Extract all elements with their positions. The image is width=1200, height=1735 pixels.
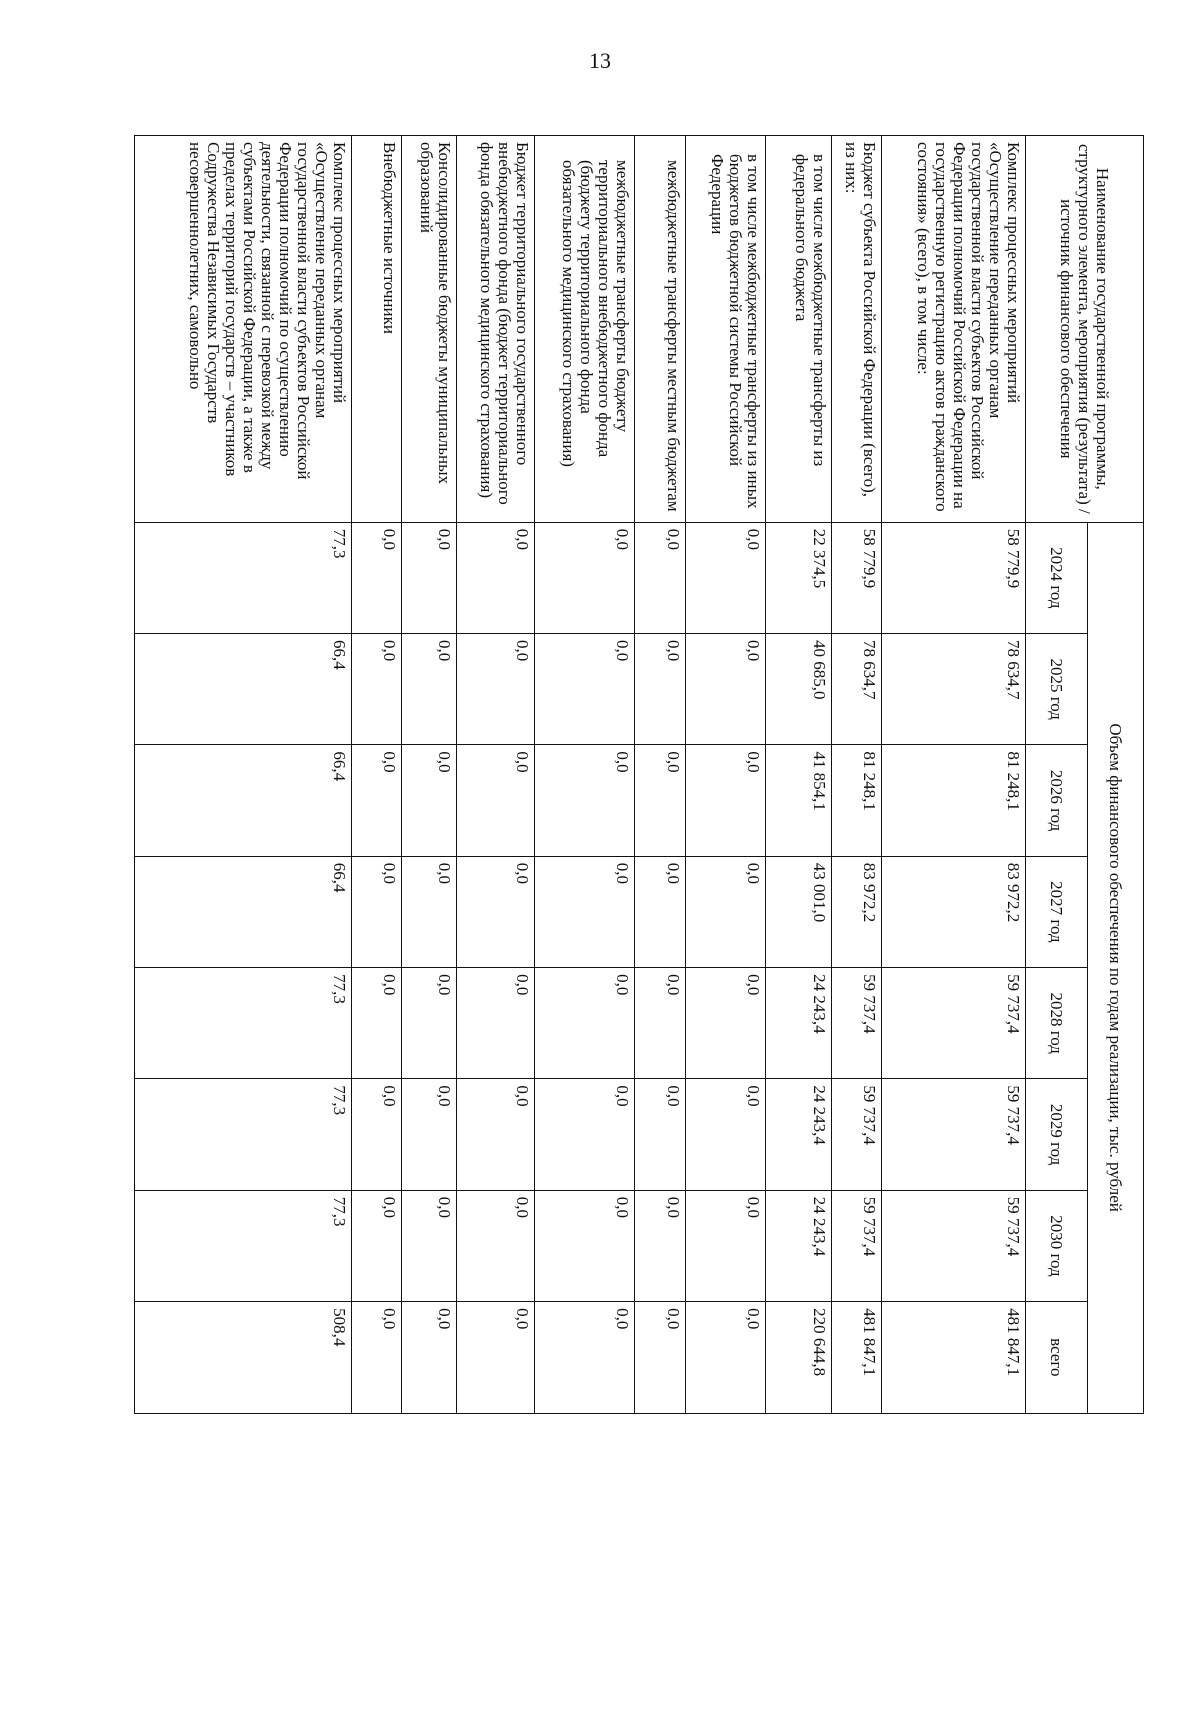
cell-value: 0,0 bbox=[457, 634, 535, 745]
financing-table bbox=[134, 135, 1144, 1735]
name-column-header: Наименование государственной программы, структурного элемента, мероприятия (результата) / источник финансового обеспечения bbox=[1026, 136, 1144, 523]
cell-value: 77,3 bbox=[135, 968, 352, 1079]
cell-value: 78 634,7 bbox=[882, 634, 1026, 745]
cell-value: 0,0 bbox=[457, 856, 535, 967]
cell-value: 83 972,2 bbox=[882, 856, 1026, 967]
cell-value: 0,0 bbox=[402, 856, 457, 967]
table-row bbox=[685, 136, 765, 1735]
table-row bbox=[882, 136, 1026, 1735]
cell-value: 43 001,0 bbox=[765, 856, 831, 967]
cell-value: 0,0 bbox=[352, 856, 402, 967]
cell-value: 0,0 bbox=[352, 522, 402, 633]
rotated-table-wrapper bbox=[134, 135, 1144, 1735]
row-name: межбюджетные трансферты местным бюджетам bbox=[635, 136, 685, 523]
cell-value: 41 854,1 bbox=[765, 745, 831, 856]
blank-area bbox=[1026, 1413, 1144, 1735]
cell-value: 0,0 bbox=[352, 1302, 402, 1413]
cell-value: 0,0 bbox=[457, 1079, 535, 1190]
row-name: Бюджет субъекта Российской Федерации (всего), из них: bbox=[831, 136, 881, 523]
cell-value: 0,0 bbox=[457, 1302, 535, 1413]
year-header: 2030 год bbox=[1026, 1190, 1088, 1301]
table-row bbox=[135, 136, 352, 1735]
table-row bbox=[534, 136, 635, 1735]
table-row bbox=[352, 136, 402, 1735]
year-header: 2029 год bbox=[1026, 1079, 1088, 1190]
cell-value: 78 634,7 bbox=[831, 634, 881, 745]
cell-value: 481 847,1 bbox=[831, 1302, 881, 1413]
cell-value: 0,0 bbox=[685, 745, 765, 856]
cell-value: 77,3 bbox=[135, 522, 352, 633]
cell-value: 81 248,1 bbox=[882, 745, 1026, 856]
cell-value: 0,0 bbox=[402, 1302, 457, 1413]
cell-value: 0,0 bbox=[685, 1302, 765, 1413]
cell-value: 0,0 bbox=[457, 745, 535, 856]
cell-value: 40 685,0 bbox=[765, 634, 831, 745]
cell-value: 0,0 bbox=[635, 522, 685, 633]
cell-value: 0,0 bbox=[457, 522, 535, 633]
cell-value: 0,0 bbox=[534, 634, 635, 745]
cell-value: 0,0 bbox=[402, 745, 457, 856]
row-name: Комплекс процессных мероприятий «Осуществление переданных органам государственной власти субъектов Российской Федерации полномочий Российской Федерации на государственную регистрацию актов гражданского состояния» (всего), в том числе: bbox=[882, 136, 1026, 523]
cell-value: 59 737,4 bbox=[831, 1079, 881, 1190]
cell-value: 0,0 bbox=[534, 856, 635, 967]
cell-value: 0,0 bbox=[635, 745, 685, 856]
cell-value: 0,0 bbox=[352, 1190, 402, 1301]
cell-value: 0,0 bbox=[534, 745, 635, 856]
row-name: Комплекс процессных мероприятий «Осуществление переданных органам государственной власти субъектов Российской Федерации полномочий по осуществлению деятельности, связанной с перевозкой между субъектами Российской Федерации, а также в пределах территорий государств – участников Содружества Независимых Государств несовершеннолетних, самовольно bbox=[135, 136, 352, 523]
cell-value: 77,3 bbox=[135, 1079, 352, 1190]
cell-value: 0,0 bbox=[685, 1190, 765, 1301]
cell-value: 66,4 bbox=[135, 634, 352, 745]
cell-value: 0,0 bbox=[685, 522, 765, 633]
row-name: Внебюджетные источники bbox=[352, 136, 402, 523]
row-name: Бюджет территориального государственного внебюджетного фонда (бюджет территориального фонда обязательного медицинского страхования) bbox=[457, 136, 535, 523]
cell-value: 0,0 bbox=[685, 968, 765, 1079]
cell-value: 0,0 bbox=[635, 1079, 685, 1190]
cell-value: 0,0 bbox=[534, 1190, 635, 1301]
page-number: 13 bbox=[0, 48, 1200, 74]
cell-value: 0,0 bbox=[635, 856, 685, 967]
cell-value: 0,0 bbox=[402, 1079, 457, 1190]
cell-value: 66,4 bbox=[135, 856, 352, 967]
cell-value: 0,0 bbox=[635, 968, 685, 1079]
cell-value: 0,0 bbox=[534, 1302, 635, 1413]
cell-value: 24 243,4 bbox=[765, 968, 831, 1079]
cell-value: 0,0 bbox=[685, 856, 765, 967]
table-row bbox=[457, 136, 535, 1735]
table-row bbox=[831, 136, 881, 1735]
row-name: в том числе межбюджетные трансферты из федерального бюджета bbox=[765, 136, 831, 523]
cell-value: 0,0 bbox=[635, 1302, 685, 1413]
cell-value: 58 779,9 bbox=[831, 522, 881, 633]
total-header: всего bbox=[1026, 1302, 1088, 1413]
cell-value: 81 248,1 bbox=[831, 745, 881, 856]
cell-value: 59 737,4 bbox=[882, 968, 1026, 1079]
cell-value: 0,0 bbox=[534, 522, 635, 633]
cell-value: 0,0 bbox=[352, 968, 402, 1079]
cell-value: 58 779,9 bbox=[882, 522, 1026, 633]
year-header: 2025 год bbox=[1026, 634, 1088, 745]
cell-value: 66,4 bbox=[135, 745, 352, 856]
row-name: Консолидированные бюджеты муниципальных образований bbox=[402, 136, 457, 523]
cell-value: 0,0 bbox=[402, 968, 457, 1079]
cell-value: 83 972,2 bbox=[831, 856, 881, 967]
volume-group-header: Объем финансового обеспечения по годам реализации, тыс. рублей bbox=[1088, 522, 1144, 1413]
year-header: 2027 год bbox=[1026, 856, 1088, 967]
cell-value: 0,0 bbox=[534, 968, 635, 1079]
table-row bbox=[765, 136, 831, 1735]
row-name: межбюджетные трансферты бюджету территориального внебюджетного фонда (бюджету территориального фонда обязательного медицинского страхования) bbox=[534, 136, 635, 523]
cell-value: 0,0 bbox=[352, 1079, 402, 1190]
cell-value: 0,0 bbox=[402, 634, 457, 745]
year-header: 2024 год bbox=[1026, 522, 1088, 633]
cell-value: 59 737,4 bbox=[831, 1190, 881, 1301]
cell-value: 0,0 bbox=[685, 634, 765, 745]
cell-value: 0,0 bbox=[635, 634, 685, 745]
cell-value: 59 737,4 bbox=[882, 1190, 1026, 1301]
cell-value: 0,0 bbox=[402, 1190, 457, 1301]
cell-value: 0,0 bbox=[635, 1190, 685, 1301]
cell-value: 77,3 bbox=[135, 1190, 352, 1301]
cell-value: 0,0 bbox=[352, 634, 402, 745]
cell-value: 59 737,4 bbox=[831, 968, 881, 1079]
cell-value: 22 374,5 bbox=[765, 522, 831, 633]
cell-value: 0,0 bbox=[534, 1079, 635, 1190]
cell-value: 220 644,8 bbox=[765, 1302, 831, 1413]
year-header: 2026 год bbox=[1026, 745, 1088, 856]
table-row bbox=[635, 136, 685, 1735]
cell-value: 481 847,1 bbox=[882, 1302, 1026, 1413]
cell-value: 0,0 bbox=[457, 1190, 535, 1301]
cell-value: 0,0 bbox=[352, 745, 402, 856]
year-header: 2028 год bbox=[1026, 968, 1088, 1079]
cell-value: 24 243,4 bbox=[765, 1190, 831, 1301]
row-name: в том числе межбюджетные трансферты из иных бюджетов бюджетной системы Российской Федерации bbox=[685, 136, 765, 523]
cell-value: 508,4 bbox=[135, 1302, 352, 1413]
cell-value: 24 243,4 bbox=[765, 1079, 831, 1190]
cell-value: 59 737,4 bbox=[882, 1079, 1026, 1190]
table-row bbox=[402, 136, 457, 1735]
cell-value: 0,0 bbox=[457, 968, 535, 1079]
cell-value: 0,0 bbox=[402, 522, 457, 633]
cell-value: 0,0 bbox=[685, 1079, 765, 1190]
